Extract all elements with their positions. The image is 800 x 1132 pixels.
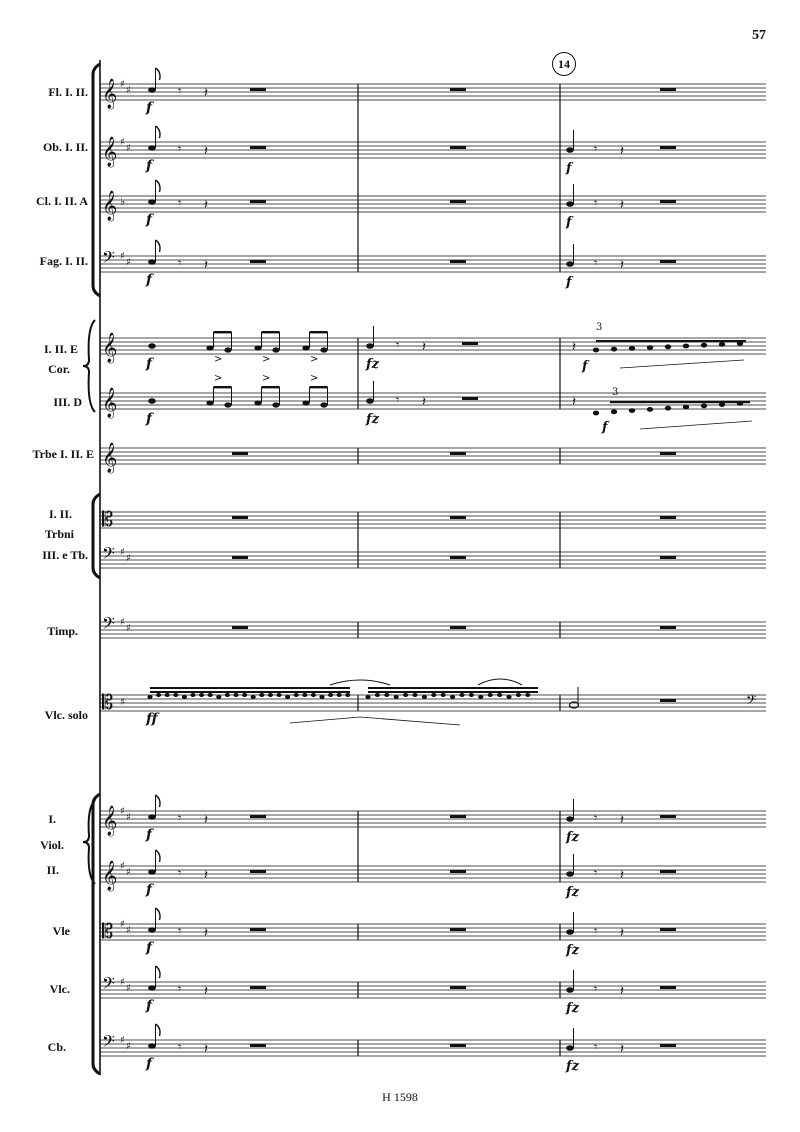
quarter-rest: 𝄽 [620, 984, 624, 999]
notehead [272, 347, 279, 352]
notehead [629, 408, 635, 413]
notehead [366, 343, 374, 349]
note-beam [368, 687, 538, 689]
eighth-rest: 𝄾 [178, 84, 182, 98]
sharp-sign: ♯ [126, 257, 131, 268]
notehead [208, 693, 213, 697]
treble-clef: 𝄞 [102, 861, 118, 891]
crescendo-hairpin [620, 360, 744, 368]
notehead [148, 87, 156, 93]
notehead [148, 259, 156, 265]
whole-rest [660, 928, 676, 931]
notehead [629, 346, 635, 351]
notehead [488, 693, 493, 697]
notehead [285, 695, 290, 699]
notehead [206, 345, 213, 350]
dynamic-mark: f [146, 356, 153, 372]
dynamic-mark: f [146, 827, 153, 843]
bass-clef: 𝄢 [102, 1031, 115, 1055]
footer-code: H 1598 [382, 1090, 418, 1104]
notehead [259, 693, 264, 697]
eighth-rest: 𝄾 [594, 256, 598, 270]
notehead [611, 347, 617, 352]
label-horns: Cor. [48, 362, 70, 376]
notehead [320, 402, 327, 407]
quarter-rest: 𝄽 [620, 813, 624, 828]
dynamic-mark: f [582, 359, 588, 374]
notehead [441, 693, 446, 697]
notehead [148, 398, 156, 404]
label-violas: Vle [52, 924, 70, 938]
sharp-sign: ♯ [120, 1035, 125, 1046]
note-flag [156, 1024, 161, 1036]
quarter-rest: 𝄽 [620, 868, 624, 883]
trombone-bracket [93, 494, 100, 578]
dynamic-mark: f [146, 882, 153, 898]
notehead [478, 695, 483, 699]
eighth-rest: 𝄾 [396, 338, 400, 352]
sharp-sign: ♯ [126, 812, 131, 823]
sharp-sign: ♯ [126, 1041, 131, 1052]
whole-rest [660, 870, 676, 873]
whole-rest [450, 200, 466, 203]
quarter-rest: 𝄽 [204, 926, 208, 941]
flat-sign: ♭ [120, 195, 126, 208]
whole-rest [660, 556, 676, 559]
whole-rest [450, 928, 466, 931]
dynamic-mark: f [146, 411, 153, 427]
notehead [497, 693, 502, 697]
note-beam [262, 331, 280, 333]
notehead [566, 871, 574, 877]
whole-rest [660, 146, 676, 149]
sharp-sign: ♯ [120, 547, 125, 558]
note-beam [150, 691, 350, 693]
bass-clef-change: 𝄢 [746, 692, 757, 711]
treble-clef: 𝄞 [102, 137, 118, 167]
whole-rest [660, 815, 676, 818]
whole-rest [660, 626, 676, 629]
notehead [276, 693, 281, 697]
tuplet-number: 3 [612, 387, 619, 398]
sharp-sign: ♯ [120, 919, 125, 930]
whole-rest [660, 88, 676, 91]
eighth-rest: 𝄾 [178, 1040, 182, 1054]
notehead [719, 342, 725, 347]
notehead [148, 985, 156, 991]
quarter-rest: 𝄽 [204, 868, 208, 883]
whole-rest [232, 452, 248, 455]
label-cello-solo: Vlc. solo [44, 708, 88, 722]
notehead [147, 695, 152, 699]
notehead [647, 407, 653, 412]
treble-clef: 𝄞 [102, 191, 118, 221]
alto-clef: 𝄡 [102, 919, 114, 943]
notehead [469, 693, 474, 697]
bass-clef: 𝄢 [102, 247, 115, 271]
dynamic-mark: fz [566, 1059, 579, 1074]
label-horns-3: III. D [53, 395, 82, 409]
treble-clef: 𝄞 [102, 79, 118, 109]
notehead [403, 693, 408, 697]
whole-rest [450, 260, 466, 263]
whole-rest [232, 626, 248, 629]
treble-clef: 𝄞 [102, 333, 118, 363]
notehead [665, 406, 671, 411]
eighth-rest: 𝄾 [178, 256, 182, 270]
label-oboes: Ob. I. II. [42, 140, 88, 154]
eighth-rest: 𝄾 [594, 811, 598, 825]
quarter-rest: 𝄽 [620, 258, 624, 273]
notehead [516, 693, 521, 697]
notehead [156, 693, 161, 697]
sharp-sign: ♯ [126, 143, 131, 154]
dynamic-mark: f [566, 215, 572, 230]
dynamic-mark: f [146, 998, 153, 1014]
eighth-rest: 𝄾 [594, 1040, 598, 1054]
notehead [422, 695, 427, 699]
label-violins: Viol. [40, 838, 64, 852]
dynamic-mark: f [146, 940, 153, 956]
notehead [450, 695, 455, 699]
notehead [148, 869, 156, 875]
label-violins-1: I. [48, 812, 56, 826]
notehead [566, 201, 574, 207]
notehead [566, 147, 574, 153]
eighth-rest: 𝄾 [594, 866, 598, 880]
sharp-sign: ♯ [120, 861, 125, 872]
sharp-sign: ♯ [120, 806, 125, 817]
whole-rest [660, 260, 676, 263]
sharp-sign: ♯ [120, 697, 125, 708]
notehead [165, 693, 170, 697]
note-beam [214, 386, 232, 388]
notehead [254, 400, 261, 405]
eighth-rest: 𝄾 [594, 982, 598, 996]
sharp-sign: ♯ [126, 925, 131, 936]
dynamic-mark: f [146, 158, 153, 174]
whole-rest [450, 1044, 466, 1047]
notehead [412, 693, 417, 697]
whole-rest [450, 88, 466, 91]
quarter-rest: 𝄽 [204, 86, 208, 101]
treble-clef: 𝄞 [102, 443, 118, 473]
label-flutes: Fl. I. II. [48, 85, 88, 99]
note-beam [310, 331, 328, 333]
whole-rest [250, 928, 266, 931]
horn-brace [83, 320, 95, 412]
notehead [216, 695, 221, 699]
note-flag [156, 126, 161, 138]
notehead [665, 344, 671, 349]
quarter-rest: 𝄽 [422, 395, 426, 410]
note-beam [610, 401, 750, 403]
notehead [566, 1045, 574, 1051]
dynamic-mark: fz [566, 830, 579, 845]
notehead [268, 693, 273, 697]
notehead [337, 693, 342, 697]
whole-rest [450, 516, 466, 519]
sharp-sign: ♯ [120, 137, 125, 148]
notehead [199, 693, 204, 697]
notehead [294, 693, 299, 697]
whole-rest [450, 452, 466, 455]
notehead [566, 929, 574, 935]
bass-clef: 𝄢 [102, 973, 115, 997]
notehead [148, 199, 156, 205]
woodwind-bracket [93, 64, 100, 296]
notehead [366, 398, 374, 404]
whole-rest [462, 397, 478, 400]
whole-rest [232, 556, 248, 559]
notehead [593, 348, 599, 353]
whole-rest [450, 870, 466, 873]
notehead [224, 347, 231, 352]
dynamic-mark: f [602, 420, 608, 435]
label-trombone-3-tuba: III. e Tb. [42, 548, 88, 562]
dynamic-mark: fz [566, 1001, 579, 1016]
accent-mark: > [310, 354, 319, 365]
dynamic-mark: fz [366, 412, 379, 427]
eighth-rest: 𝄾 [178, 196, 182, 210]
whole-rest [250, 815, 266, 818]
accent-mark: > [214, 373, 223, 384]
dynamic-mark: f [146, 100, 153, 116]
notehead [375, 693, 380, 697]
quarter-rest: 𝄽 [204, 198, 208, 213]
notehead [459, 693, 464, 697]
rehearsal-mark: 14 [552, 52, 576, 76]
label-bassoons: Fag. I. II. [39, 254, 88, 268]
note-flag [156, 68, 161, 80]
notehead [593, 411, 599, 416]
dynamic-mark: f [146, 1056, 153, 1072]
dynamic-mark: ff [146, 711, 158, 727]
notehead [525, 693, 530, 697]
sharp-sign: ♯ [120, 79, 125, 90]
whole-rest [450, 146, 466, 149]
label-clarinets: Cl. I. II. A [35, 194, 88, 208]
eighth-rest: 𝄾 [178, 866, 182, 880]
note-beam [262, 386, 280, 388]
notehead [148, 927, 156, 933]
whole-rest [450, 815, 466, 818]
accent-mark: > [262, 354, 271, 365]
quarter-rest: 𝄽 [620, 1042, 624, 1057]
treble-clef: 𝄞 [102, 388, 118, 418]
accent-mark: > [262, 373, 271, 384]
sharp-sign: ♯ [120, 617, 125, 628]
notehead [148, 145, 156, 151]
sharp-sign: ♯ [126, 867, 131, 878]
notehead [683, 405, 689, 410]
notehead [566, 816, 574, 822]
dynamic-mark: f [146, 212, 153, 228]
notehead [251, 695, 256, 699]
note-beam [596, 340, 746, 342]
dynamic-mark: f [566, 161, 572, 176]
alto-clef: 𝄡 [102, 507, 114, 531]
notehead [365, 695, 370, 699]
label-trombones-1-2: I. II. [48, 507, 72, 521]
whole-rest [660, 986, 676, 989]
label-trombones: Trbni [44, 527, 74, 541]
notehead [302, 693, 307, 697]
quarter-rest: 𝄽 [204, 813, 208, 828]
whole-rest [660, 200, 676, 203]
label-trumpets: Trbe I. II. E [32, 447, 94, 461]
notehead [611, 409, 617, 414]
dynamic-mark: fz [366, 357, 379, 372]
label-basses: Cb. [47, 1040, 66, 1054]
note-flag [156, 180, 161, 192]
eighth-rest: 𝄾 [178, 811, 182, 825]
note-flag [156, 966, 161, 978]
quarter-rest: 𝄽 [572, 340, 576, 355]
dynamic-mark: fz [566, 943, 579, 958]
bass-clef: 𝄢 [102, 613, 115, 637]
whole-rest [660, 1044, 676, 1047]
notehead [384, 693, 389, 697]
label-cellos: Vlc. [49, 982, 70, 996]
whole-rest [250, 870, 266, 873]
crescendo-hairpin [640, 421, 752, 429]
whole-rest [250, 986, 266, 989]
whole-rest [232, 516, 248, 519]
page-number: 57 [752, 28, 766, 43]
notehead [647, 345, 653, 350]
note-flag [156, 850, 161, 862]
whole-rest [450, 556, 466, 559]
accent-mark: > [214, 354, 223, 365]
dynamic-mark: f [566, 275, 572, 290]
notehead [566, 987, 574, 993]
notehead [302, 345, 309, 350]
note-beam [214, 331, 232, 333]
sharp-sign: ♯ [120, 977, 125, 988]
dynamic-mark: f [146, 272, 153, 288]
notehead [311, 693, 316, 697]
notehead [319, 695, 324, 699]
slur [478, 679, 522, 685]
strings-bracket [93, 794, 100, 1074]
notehead [566, 261, 574, 267]
sharp-sign: ♯ [126, 85, 131, 96]
whole-rest [660, 516, 676, 519]
notehead [302, 400, 309, 405]
quarter-rest: 𝄽 [620, 926, 624, 941]
whole-rest [660, 699, 676, 702]
notehead [431, 693, 436, 697]
tuplet-number: 3 [596, 322, 603, 333]
eighth-rest: 𝄾 [178, 982, 182, 996]
whole-rest [450, 986, 466, 989]
note-flag [156, 908, 161, 920]
whole-rest [250, 88, 266, 91]
whole-rest [462, 342, 478, 345]
eighth-rest: 𝄾 [594, 924, 598, 938]
notehead [394, 695, 399, 699]
quarter-rest: 𝄽 [572, 395, 576, 410]
quarter-rest: 𝄽 [204, 258, 208, 273]
eighth-rest: 𝄾 [594, 196, 598, 210]
label-violins-2: II. [46, 863, 59, 877]
notehead [182, 695, 187, 699]
notehead [701, 343, 707, 348]
hairpin [290, 717, 460, 725]
notehead [148, 814, 156, 820]
eighth-rest: 𝄾 [396, 393, 400, 407]
quarter-rest: 𝄽 [620, 198, 624, 213]
notehead [320, 347, 327, 352]
quarter-rest: 𝄽 [204, 984, 208, 999]
whole-rest [250, 200, 266, 203]
notehead [683, 344, 689, 349]
notehead [233, 693, 238, 697]
notehead [206, 400, 213, 405]
slur [330, 680, 390, 685]
notehead [328, 693, 333, 697]
note-flag [156, 240, 161, 252]
whole-rest [250, 146, 266, 149]
whole-rest [450, 626, 466, 629]
quarter-rest: 𝄽 [422, 340, 426, 355]
notehead [190, 693, 195, 697]
accent-mark: > [310, 373, 319, 384]
note-beam [368, 691, 538, 693]
quarter-rest: 𝄽 [620, 144, 624, 159]
label-horns-1-2: I. II. E [43, 342, 78, 356]
notehead [254, 345, 261, 350]
notehead [148, 1043, 156, 1049]
notehead [242, 693, 247, 697]
whole-rest [250, 1044, 266, 1047]
whole-rest [250, 260, 266, 263]
notehead [224, 402, 231, 407]
whole-rest [660, 452, 676, 455]
treble-clef: 𝄞 [102, 806, 118, 836]
eighth-rest: 𝄾 [178, 142, 182, 156]
notehead [345, 693, 350, 697]
dynamic-mark: fz [566, 885, 579, 900]
quarter-rest: 𝄽 [204, 1042, 208, 1057]
sharp-sign: ♯ [126, 983, 131, 994]
eighth-rest: 𝄾 [594, 142, 598, 156]
eighth-rest: 𝄾 [178, 924, 182, 938]
label-timpani: Timp. [47, 624, 78, 638]
bass-clef: 𝄢 [102, 543, 115, 567]
alto-clef: 𝄡 [102, 690, 114, 714]
notehead [225, 693, 230, 697]
quarter-rest: 𝄽 [204, 144, 208, 159]
sharp-sign: ♯ [126, 553, 131, 564]
notehead [506, 695, 511, 699]
note-beam [150, 687, 350, 689]
sharp-sign: ♯ [126, 623, 131, 634]
notehead [173, 693, 178, 697]
notehead [148, 343, 156, 349]
notehead [272, 402, 279, 407]
note-flag [156, 795, 161, 807]
note-beam [310, 386, 328, 388]
sharp-sign: ♯ [120, 251, 125, 262]
notehead [701, 403, 707, 408]
